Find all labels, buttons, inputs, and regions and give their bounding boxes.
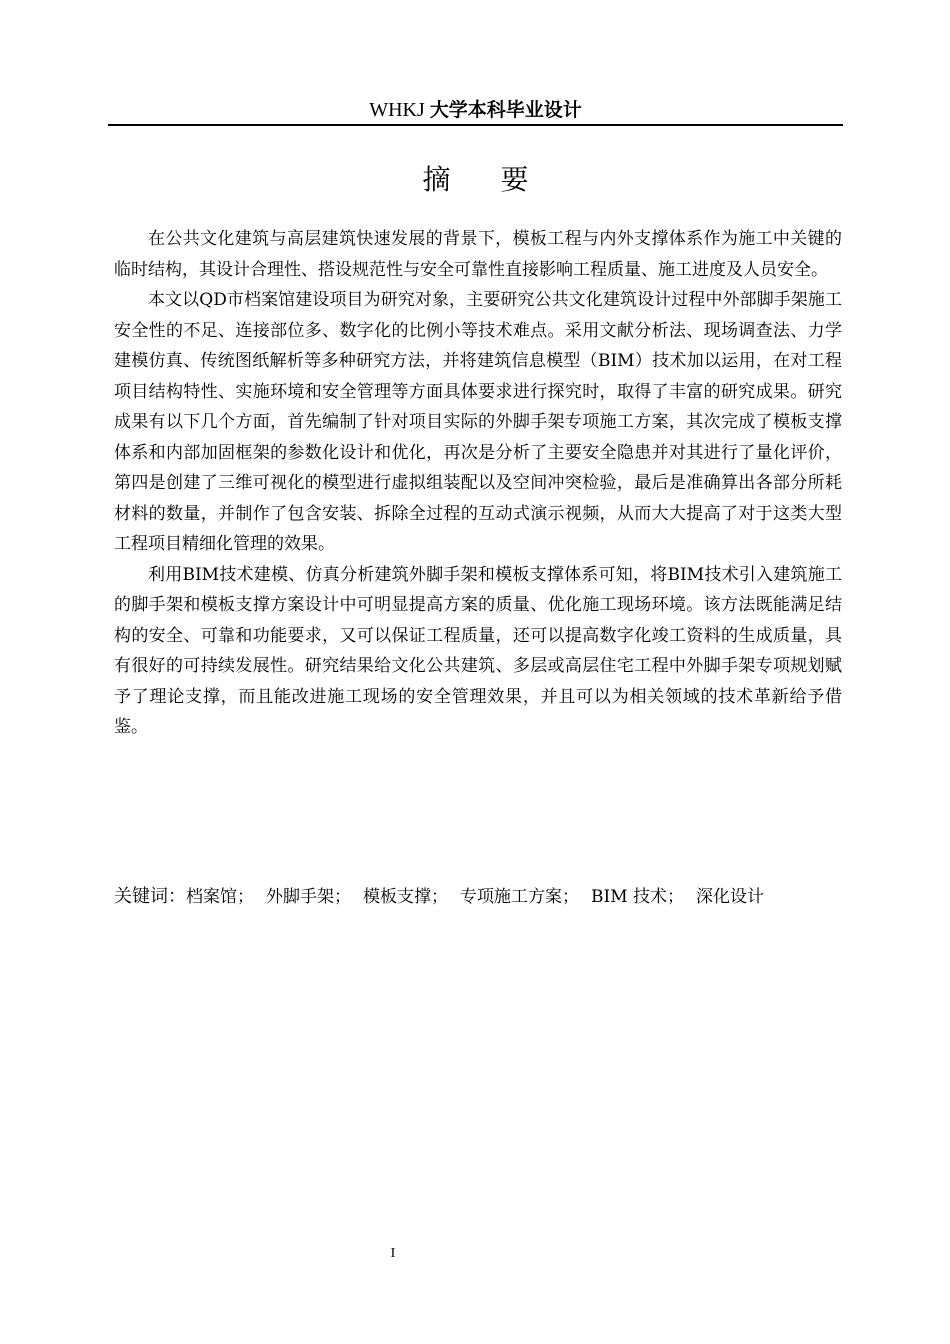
keyword-item: BIM 技术；: [591, 887, 685, 907]
header-rule: [108, 124, 843, 126]
header-title: 大学本科毕业设计: [429, 99, 582, 121]
abstract-body: [114, 224, 842, 743]
abstract-paragraph-3: 利用BIM技术建模、仿真分析建筑外脚手架和模板支撑体系可知，将BIM技术引入建筑施工的脚手架和模板支撑方案设计中可明显提高方案的质量、优化施工现场环境。该方法既能满足结构的安全、可靠和功能要求，又可以保证工程质量，还可以提高数字化竣工资料的生成质量，具有很好的可持续发展性。研究结果给文化公共建筑、多层或高层住宅工程中外脚手架专项规划赋予了理论支撑，而且能改进施工现场的安全管理效果，并且可以为相关领域的技术革新给予借鉴。: [114, 564, 842, 737]
abstract-title: 摘要: [422, 163, 579, 196]
page-header: [108, 96, 843, 124]
page-number: I: [390, 1246, 396, 1261]
keywords-line: [114, 882, 842, 912]
keywords-label: 关键词：: [114, 886, 186, 907]
keyword-item: 深化设计: [696, 887, 765, 907]
keyword-item: 外脚手架；: [266, 887, 351, 907]
abstract-paragraph-1: 在公共文化建筑与高层建筑快速发展的背景下，模板工程与内外支撑体系作为施工中关键的临时结构，其设计合理性、搭设规范性与安全可靠性直接影响工程质量、施工进度及人员安全。: [114, 229, 842, 280]
header-prefix: WHKJ: [369, 99, 430, 121]
keyword-item: 模板支撑；: [363, 887, 448, 907]
keyword-item: 档案馆；: [186, 887, 254, 907]
abstract-paragraph-2: 本文以QD市档案馆建设项目为研究对象，主要研究公共文化建筑设计过程中外部脚手架施工安全性的不足、连接部位多、数字化的比例小等技术难点。采用文献分析法、现场调查法、力学建模仿真、传统图纸解析等多种研究方法，并将建筑信息模型（BIM）技术加以运用，在对工程项目结构特性、实施环境和安全管理等方面具体要求进行探究时，取得了丰富的研究成果。研究成果有以下几个方面，首先编制了针对项目实际的外脚手架专项施工方案，其次完成了模板支撑体系和内部加固框架的参数化设计和优化，再次是分析了主要安全隐患并对其进行了量化评价，第四是创建了三维可视化的模型进行虚拟组装配以及空间冲突检验，最后是准确算出各部分所耗材料的数量，并制作了包含安装、拆除全过程的互动式演示视频，从而大大提高了对于这类大型工程项目精细化管理的效果。: [114, 290, 842, 554]
keyword-item: 专项施工方案；: [460, 887, 579, 907]
